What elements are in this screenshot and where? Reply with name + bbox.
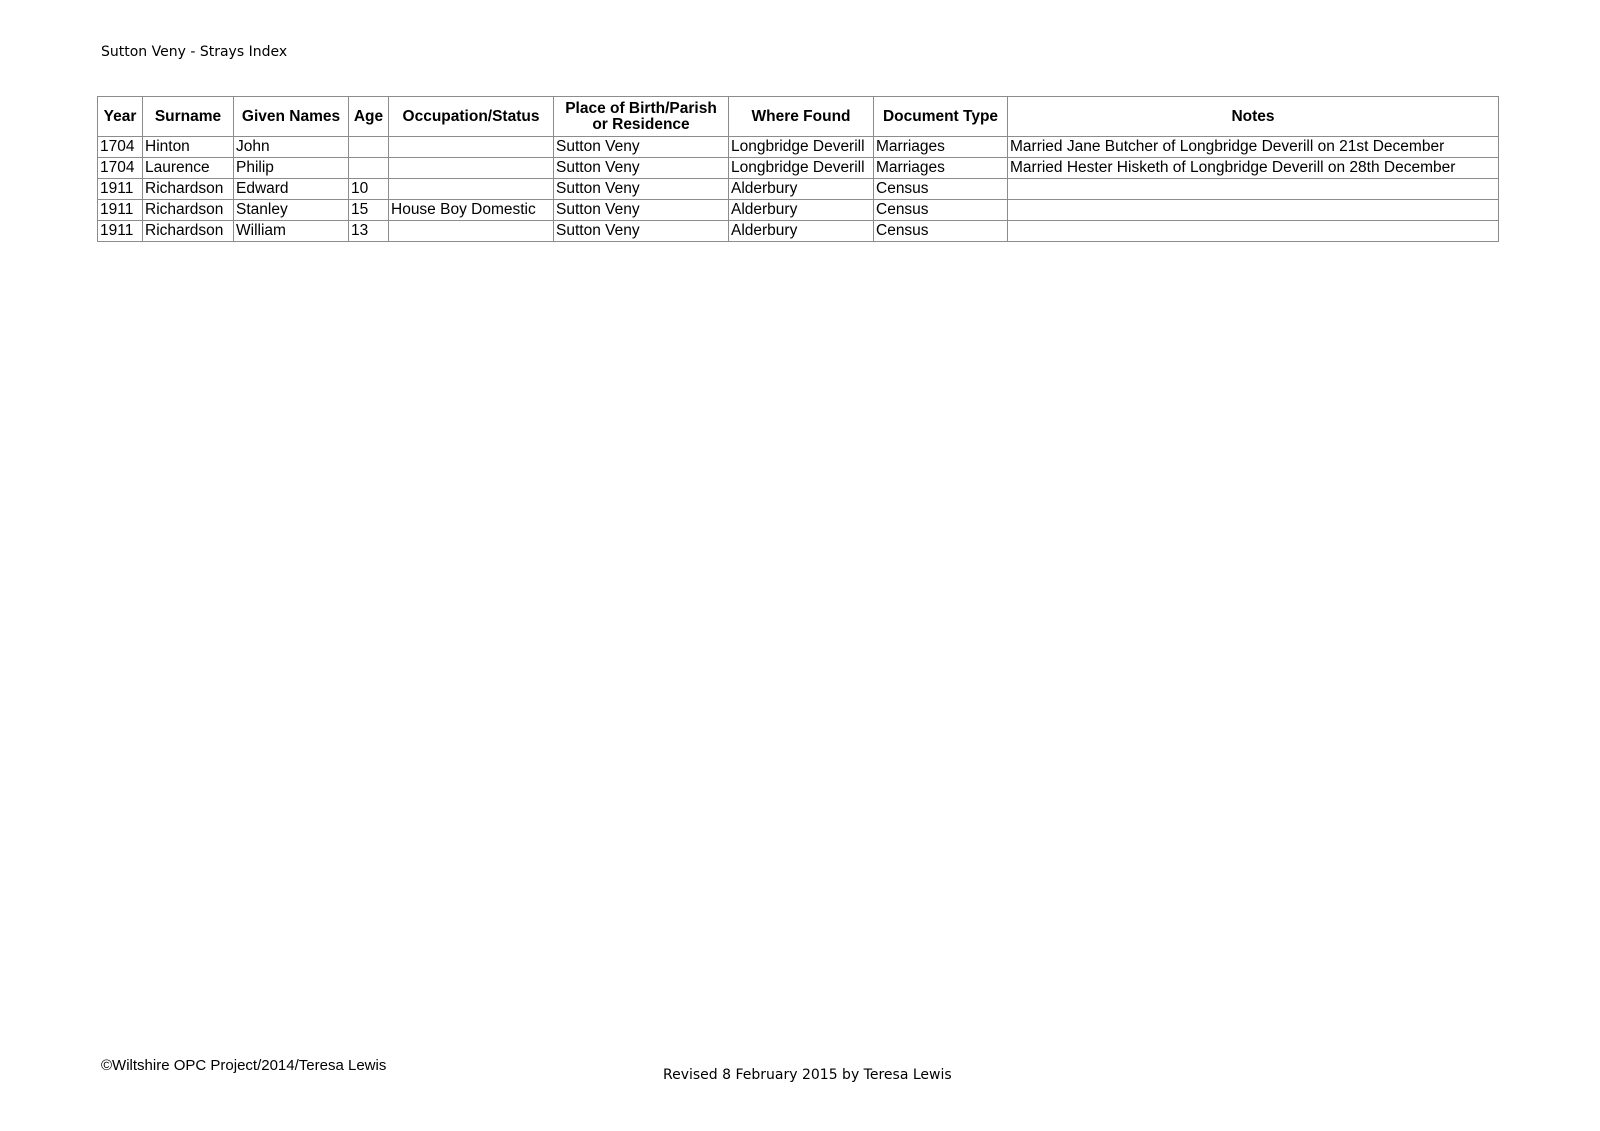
cell-age: 13 [349,221,389,242]
cell-surname: Hinton [143,137,234,158]
column-header-occupation: Occupation/Status [389,97,554,137]
cell-year: 1704 [98,158,143,179]
cell-notes [1008,179,1499,200]
cell-notes: Married Jane Butcher of Longbridge Deverill on 21st December [1008,137,1499,158]
column-header-surname: Surname [143,97,234,137]
column-header-place-of-birth: Place of Birth/Parish or Residence [554,97,729,137]
column-header-notes: Notes [1008,97,1499,137]
cell-year: 1704 [98,137,143,158]
cell-surname: Laurence [143,158,234,179]
table-row [98,137,1499,158]
cell-where-found: Alderbury [729,200,874,221]
cell-document-type: Census [874,179,1008,200]
cell-age: 10 [349,179,389,200]
cell-occupation [389,179,554,200]
cell-age: 15 [349,200,389,221]
cell-place-of-birth: Sutton Veny [554,137,729,158]
cell-notes [1008,200,1499,221]
copyright-footer: ©Wiltshire OPC Project/2014/Teresa Lewis [101,1057,387,1074]
cell-place-of-birth: Sutton Veny [554,179,729,200]
cell-occupation: House Boy Domestic [389,200,554,221]
cell-where-found: Alderbury [729,179,874,200]
cell-surname: Richardson [143,200,234,221]
cell-occupation [389,221,554,242]
cell-place-of-birth: Sutton Veny [554,221,729,242]
cell-surname: Richardson [143,221,234,242]
revised-footer: Revised 8 February 2015 by Teresa Lewis [663,1067,952,1083]
cell-document-type: Marriages [874,158,1008,179]
cell-occupation [389,158,554,179]
cell-document-type: Census [874,221,1008,242]
cell-occupation [389,137,554,158]
cell-document-type: Marriages [874,137,1008,158]
cell-where-found: Longbridge Deverill [729,158,874,179]
column-header-given-names: Given Names [234,97,349,137]
cell-year: 1911 [98,179,143,200]
column-header-document-type: Document Type [874,97,1008,137]
table-header-row [98,97,1499,137]
cell-given-names: Stanley [234,200,349,221]
table-row [98,179,1499,200]
cell-surname: Richardson [143,179,234,200]
cell-age [349,158,389,179]
page-title: Sutton Veny - Strays Index [101,44,288,60]
cell-given-names: Philip [234,158,349,179]
cell-where-found: Alderbury [729,221,874,242]
cell-given-names: Edward [234,179,349,200]
cell-notes [1008,221,1499,242]
cell-place-of-birth: Sutton Veny [554,200,729,221]
table-row [98,200,1499,221]
cell-age [349,137,389,158]
column-header-year: Year [98,97,143,137]
cell-document-type: Census [874,200,1008,221]
cell-year: 1911 [98,200,143,221]
cell-given-names: William [234,221,349,242]
strays-table [97,96,1499,242]
table-row [98,158,1499,179]
column-header-where-found: Where Found [729,97,874,137]
column-header-age: Age [349,97,389,137]
table-row [98,221,1499,242]
cell-given-names: John [234,137,349,158]
cell-year: 1911 [98,221,143,242]
cell-notes: Married Hester Hisketh of Longbridge Deverill on 28th December [1008,158,1499,179]
cell-where-found: Longbridge Deverill [729,137,874,158]
cell-place-of-birth: Sutton Veny [554,158,729,179]
